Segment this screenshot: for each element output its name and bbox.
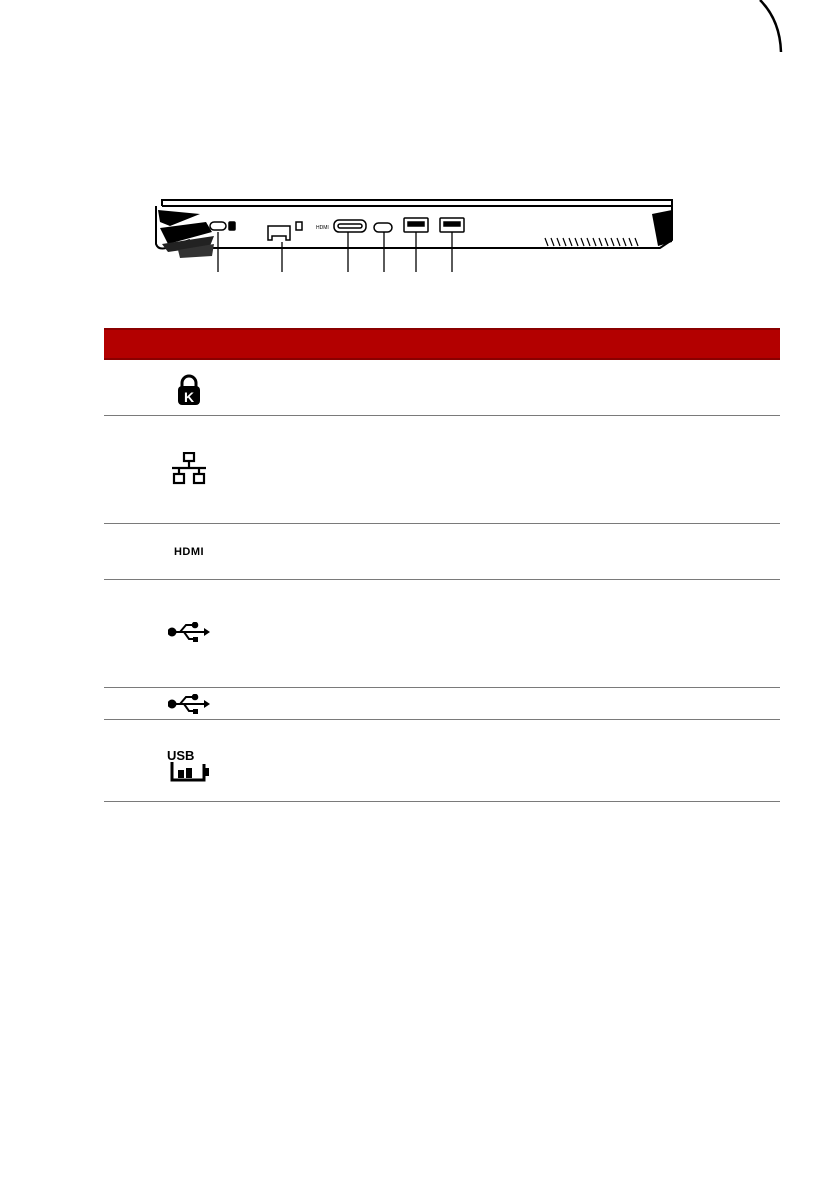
kensington-slot [210, 222, 235, 230]
svg-text:K: K [183, 389, 195, 405]
vent-grille [545, 238, 638, 246]
usb-a-port-1 [404, 218, 428, 232]
table-row-kensington [104, 360, 780, 416]
kensington-lock-icon [164, 374, 214, 406]
hdmi-icon [164, 544, 214, 558]
usb-battery-charging-icon [164, 748, 214, 782]
usb-a-port-2 [440, 218, 464, 232]
table-row-usb-1 [104, 580, 780, 688]
table-row-hdmi [104, 524, 780, 580]
table-row-ethernet [104, 416, 780, 524]
ethernet-network-icon [164, 452, 214, 486]
hinge-detail [158, 210, 214, 258]
usb-c-port [374, 223, 392, 232]
hdmi-port [334, 220, 366, 232]
svg-text:HDMI: HDMI [173, 546, 205, 558]
ports-table [104, 328, 780, 802]
right-edge-wedge [652, 210, 672, 246]
table-header [104, 328, 780, 360]
ethernet-port [268, 222, 302, 240]
laptop-left-side-illustration [0, 0, 839, 300]
hdmi-port-label: HDMI [316, 225, 329, 231]
table-row-usb-2 [104, 688, 780, 720]
usb-icon [164, 622, 214, 642]
usb-icon [164, 694, 214, 714]
svg-text:USB: USB [167, 748, 195, 763]
table-row-usb-charging [104, 720, 780, 802]
callout-lines [218, 232, 452, 272]
